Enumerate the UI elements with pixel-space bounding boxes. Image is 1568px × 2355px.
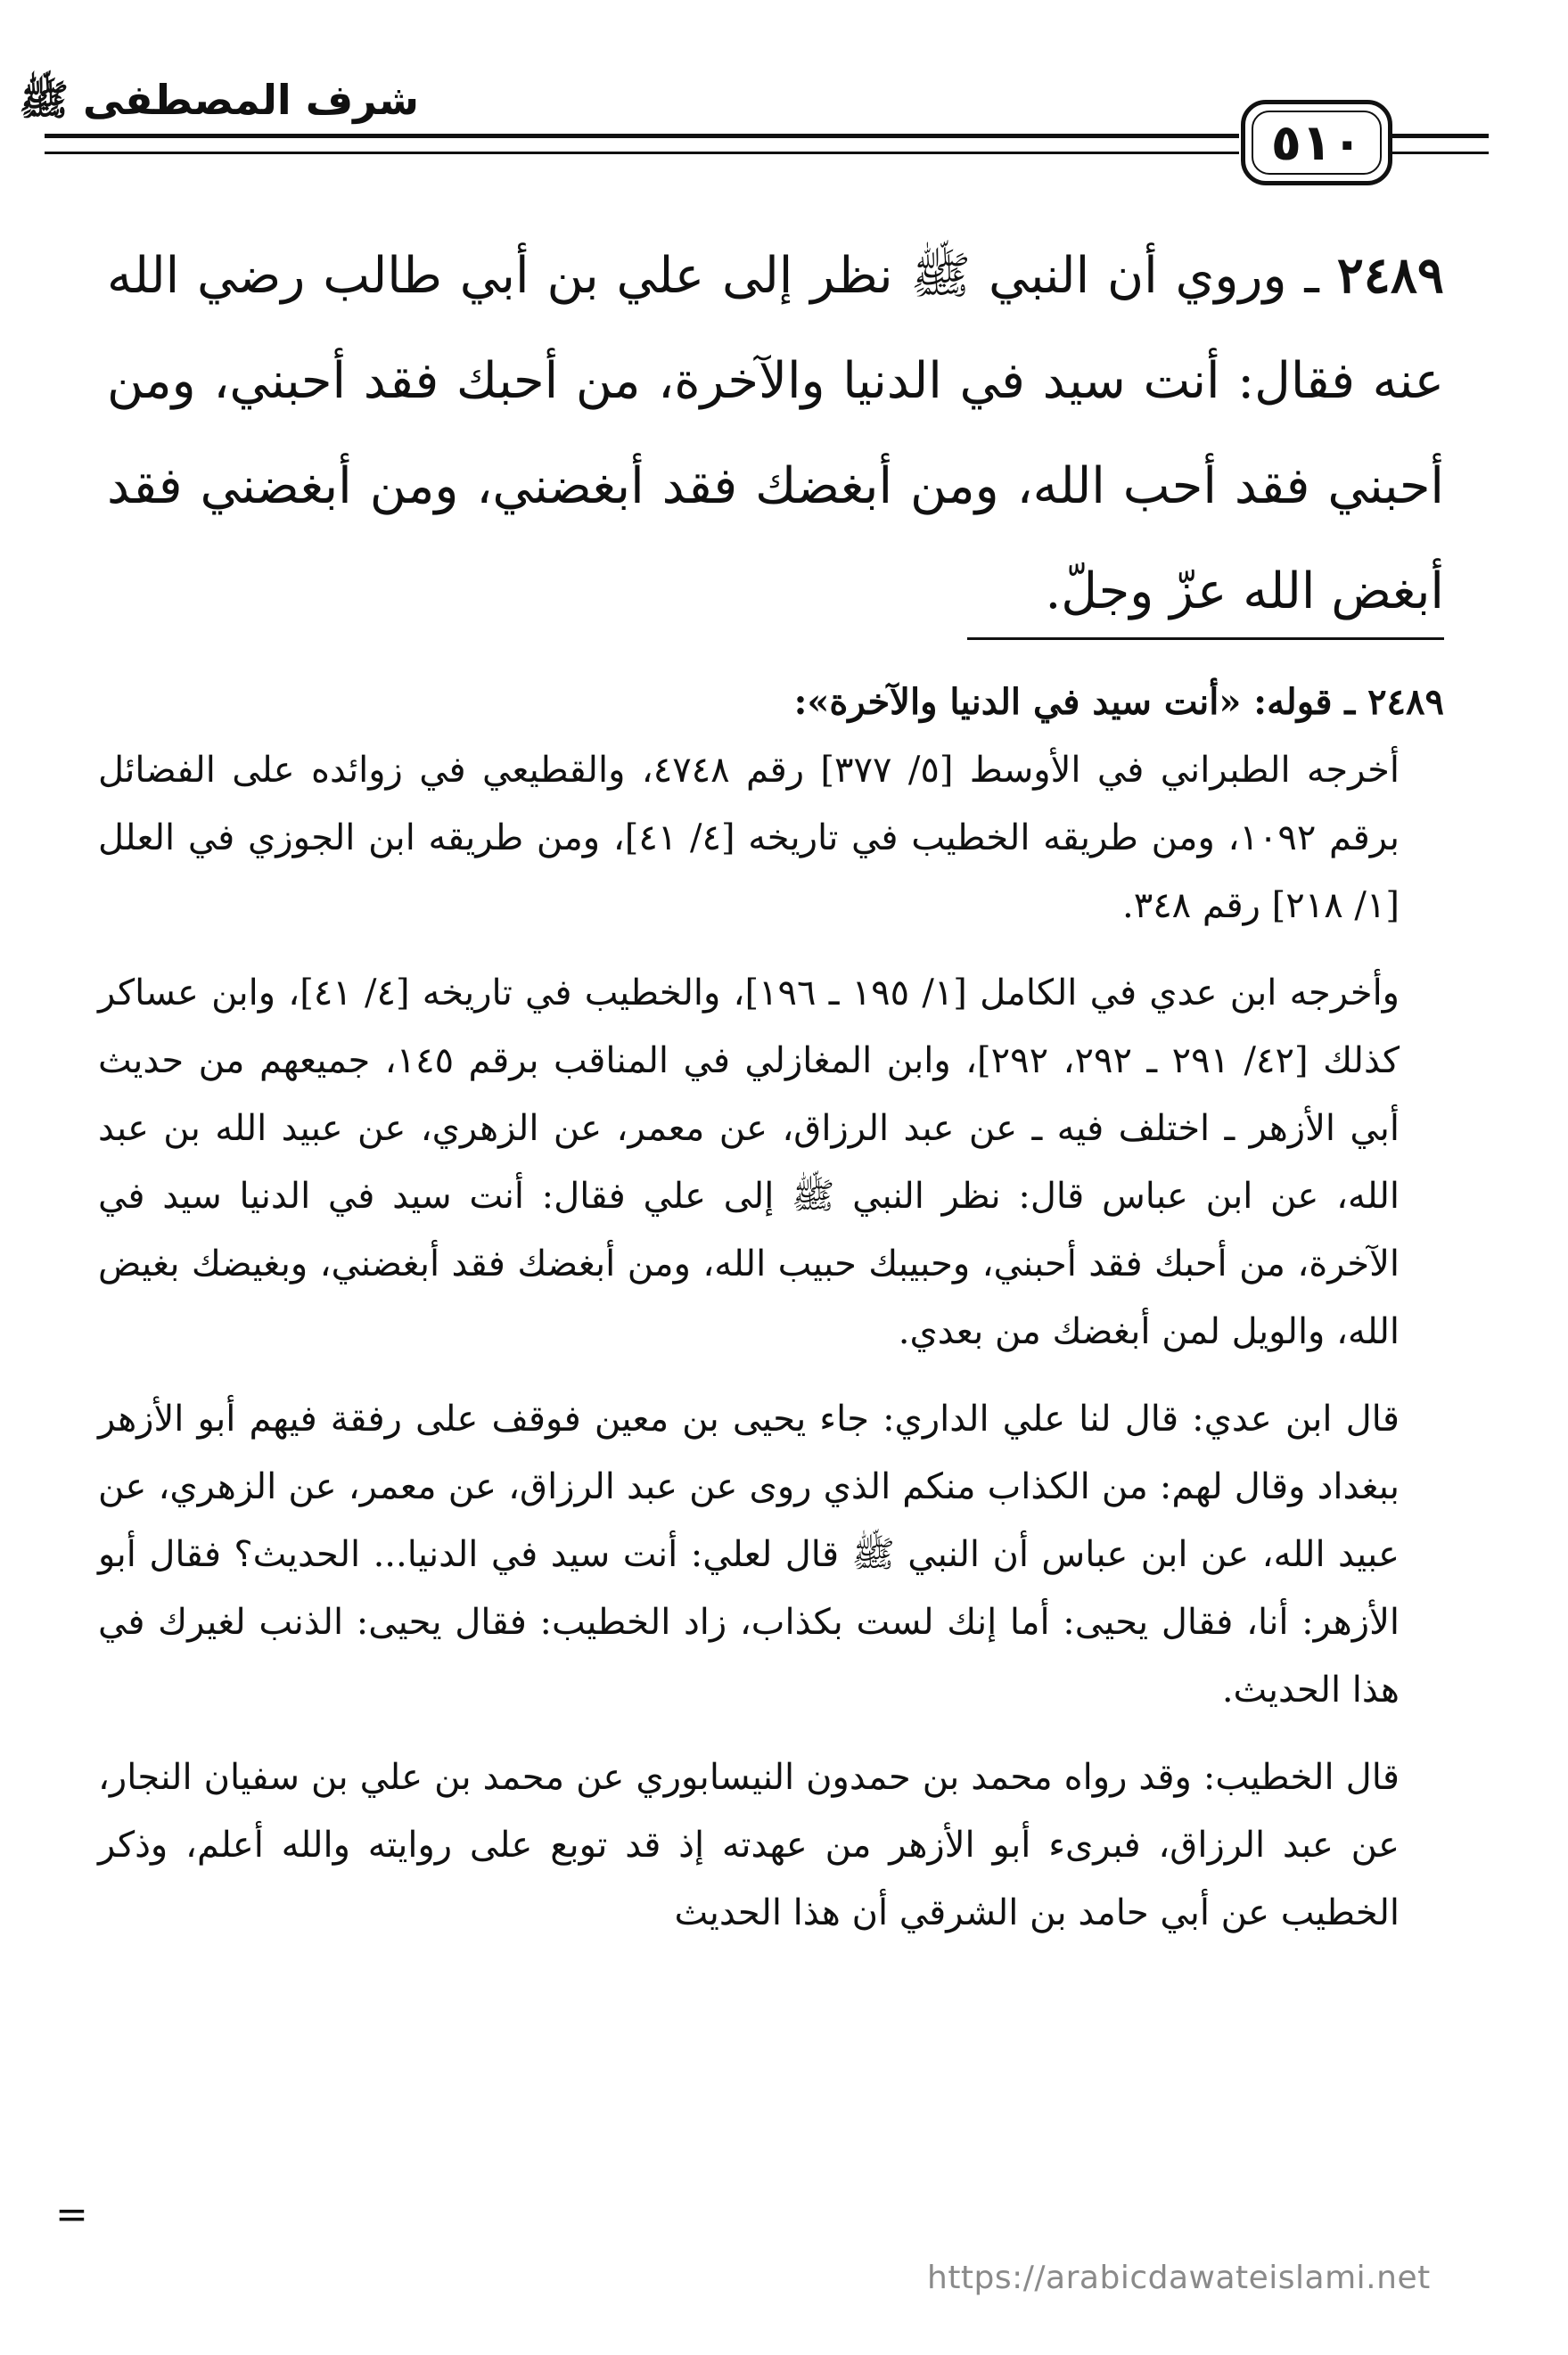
footnote-paragraph: وأخرجه ابن عدي في الكامل [١/ ١٩٥ ـ ١٩٦]، والخطيب في تاريخه [٤/ ٤١]، وابن عساكر كذلك [٤٢/ ٢٩١ ـ ٢٩٢، ٢٩٢]، وابن المغازلي في المناقب برقم ١٤٥، جميعهم من حديث أبي الأزهر ـ اختلف فيه ـ عن عبد الرزاق، عن معمر، عن الزهري، عن عبيد الله بن عبد الله، عن ابن عباس قال: نظر النبي ﷺ إلى علي فقال: أنت سيد في الدنيا سيد في الآخرة، من أحبك فقد أحبني، وحبيبك حبيب الله، ومن أبغضك فقد أبغضني، وبغيضك بغيض الله، والويل لمن أبغضك من بعدي.	[98, 972, 1400, 1352]
page-number-frame	[1241, 100, 1392, 185]
footnote-paragraph: قال الخطيب: وقد رواه محمد بن حمدون النيسابوري عن محمد بن علي بن سفيان النجار، عن عبد الرزاق، فبرىء أبو الأزهر من عهدته إذ قد توبع على روايته والله أعلم، وذكر الخطيب عن أبي حامد بن الشرقي أن هذا الحديث	[98, 1757, 1400, 1933]
hadith-body: ـ وروي أن النبي ﷺ نظر إلى علي بن أبي طالب رضي الله عنه فقال: أنت سيد في الدنيا والآخرة، من أحبك فقد أحبني، ومن أحبني فقد أحب الله، ومن أبغضك فقد أبغضني، ومن أبغضني فقد أبغض الله عزّ وجلّ.	[107, 247, 1444, 620]
continuation-mark: =	[55, 2192, 88, 2237]
page-number: ٥١٠	[1270, 113, 1363, 172]
footnote-separator	[967, 637, 1444, 640]
header-rule	[45, 134, 1239, 138]
hadith-number: ٢٤٨٩	[1336, 246, 1444, 305]
watermark-url: https://arabicdawateislami.net	[927, 2260, 1431, 2296]
header-rule	[1391, 134, 1489, 138]
footnote-paragraph: قال ابن عدي: قال لنا علي الداري: جاء يحيى بن معين فوقف على رفقة فيهم أبو الأزهر ببغداد وقال لهم: من الكذاب منكم الذي روى عن عبد الرزاق، عن معمر، عن الزهري، عن عبيد الله، عن ابن عباس أن النبي ﷺ قال لعلي: أنت سيد في الدنيا... الحديث؟ فقال أبو الأزهر: أنا، فقال يحيى: أما إنك لست بكذاب، زاد الخطيب: فقال يحيى: الذنب لغيرك في هذا الحديث.	[98, 1399, 1400, 1711]
footnote-section	[98, 669, 1444, 1966]
header-rule	[45, 152, 1239, 154]
header-rule	[1391, 152, 1489, 154]
running-title: شرف المصطفى ﷺ	[19, 76, 419, 124]
footnote-paragraph: أخرجه الطبراني في الأوسط [٥/ ٣٧٧] رقم ٤٧٤٨، والقطيعي في زوائده على الفضائل برقم ١٠٩٢، ومن طريقه الخطيب في تاريخه [٤/ ٤١]، ومن طريقه ابن الجوزي في العلل [١/ ٢١٨] رقم ٣٤٨.	[98, 750, 1400, 926]
footnote-heading: ٢٤٨٩ ـ قوله: «أنت سيد في الدنيا والآخرة»:	[793, 681, 1444, 723]
hadith-text	[107, 223, 1444, 644]
